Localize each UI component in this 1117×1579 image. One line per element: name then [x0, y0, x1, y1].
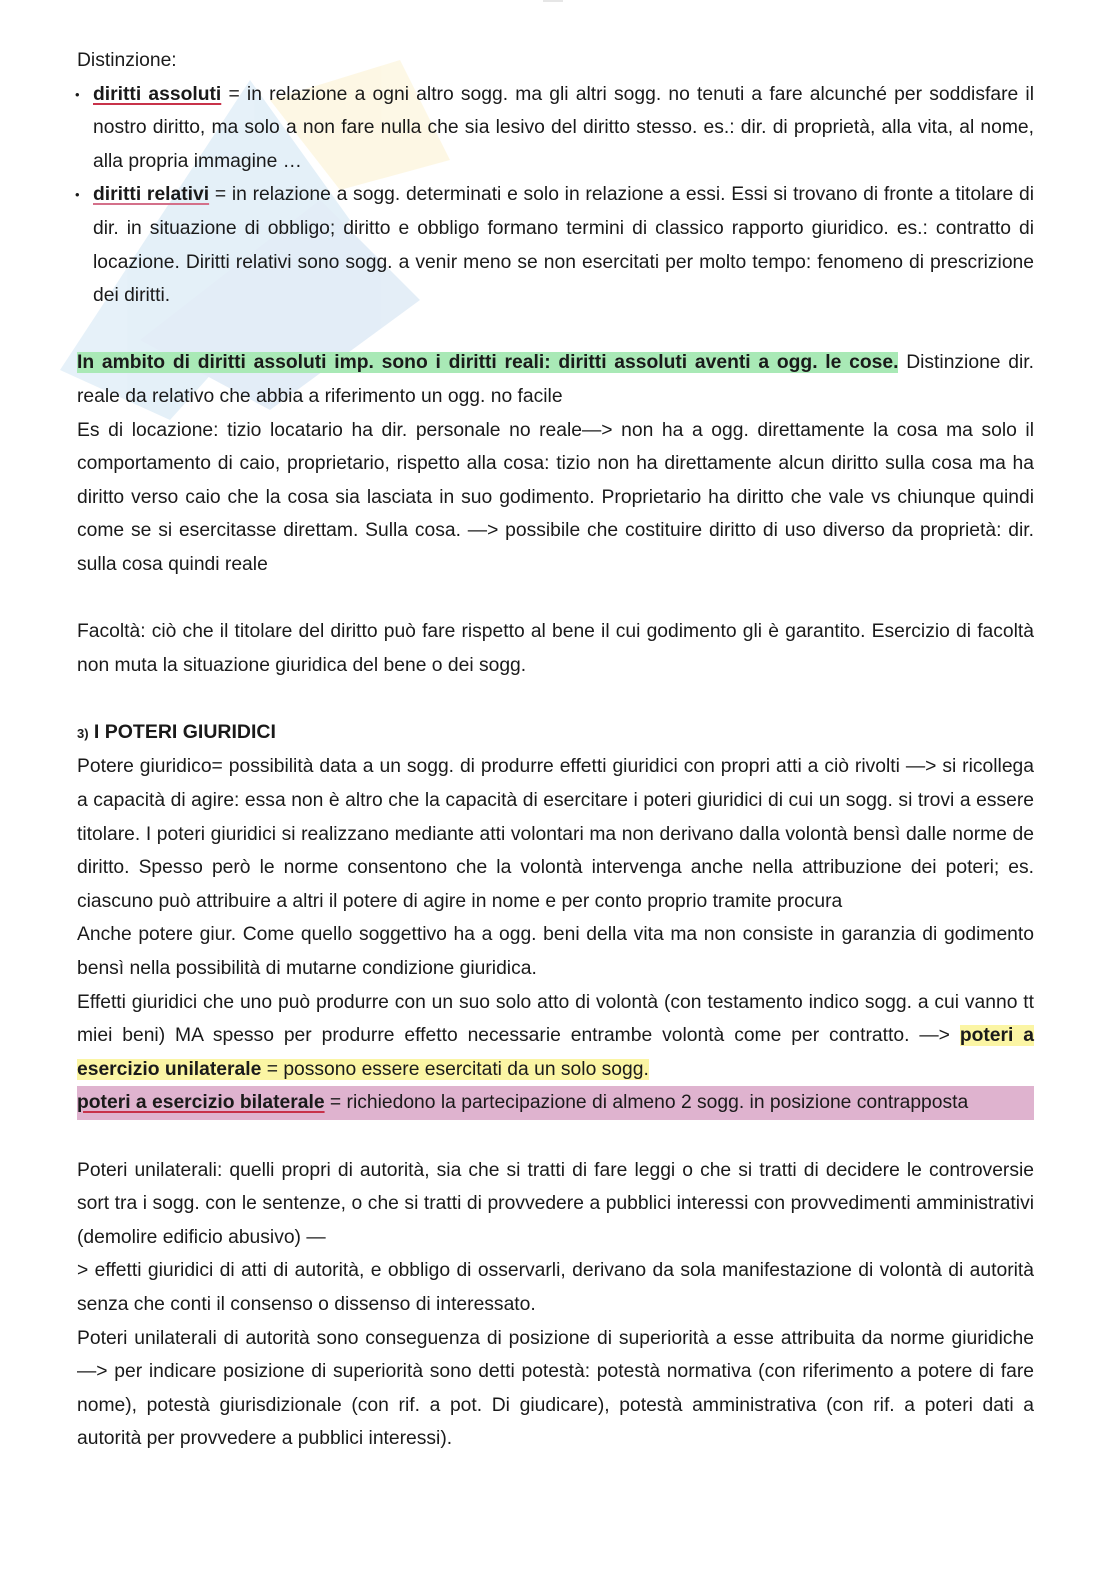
bilaterale-paragraph — [77, 1086, 1034, 1120]
list-item — [77, 78, 1034, 179]
document-page — [77, 44, 1034, 1456]
facolta-paragraph: Facoltà: ciò che il titolare del diritto può fare rispetto al bene il cui godimento gli è garantito. Esercizio di facoltà non muta la situazione giuridica del bene o dei sogg. — [77, 621, 1034, 676]
list-item-text: = in relazione a sogg. determinati e solo in relazione a essi. Essi si trovano di fronte a titolare di dir. in situazione di obbligo; diritto e obbligo formano termini di classico rapporto giuridico. es.: contratto di locazione. Diritti relativi sono sogg. a venir meno se non esercitati per molto tempo: fenomeno di prescrizione dei diritti. — [93, 184, 1035, 307]
section-number: 3) — [77, 725, 89, 741]
header-mark — [543, 0, 563, 2]
unilaterali-paragraph-3: Poteri unilaterali di autorità sono conseguenza di posizione di superiorità a esse attribuita da norme giuridiche —> per indicare posizione di superiorità sono detti potestà: potestà normativa (con riferimento a potere di fare nome), potestà giurisdizionale (con rif. a pot. Di giudicare), potestà amministrativa (con rif. a poteri dati a autorità per provvedere a pubblici interessi). — [77, 1327, 1034, 1450]
term-diritti-assoluti: diritti assoluti — [93, 83, 222, 105]
section-heading — [77, 716, 1034, 751]
term-diritti-relativi: diritti relativi — [93, 184, 210, 206]
bilaterale-definition: = richiedono la partecipazione di almeno 2 sogg. in posizione contrapposta — [324, 1092, 969, 1114]
diritti-reali-paragraph — [77, 346, 1034, 413]
diritti-reali-text: Distinzione dir. reale da relativo che abbia a riferimento un ogg. no facile — [77, 352, 1034, 407]
unilaterali-paragraph-1: Poteri unilaterali: quelli propri di autorità, sia che si tratti di fare leggi o che si tratti di decidere le controversie sort tra i sogg. con le sentenze, o che si tratti di provvedere a pubblici interessi con provvedimenti amministrativi (demolire edificio abusivo) — — [77, 1159, 1034, 1248]
unilaterali-paragraph-2: > effetti giuridici di atti di autorità, e obbligo di osservarli, derivano da sola manifestazione di volontà di autorità senza che conti il consenso o dissenso di interessato. — [77, 1260, 1034, 1315]
list-item-text: = in relazione a ogni altro sogg. ma gli altri sogg. no tenuti a fare alcunché per soddisfare il nostro diritto, ma solo a non fare nulla che sia lesivo del diritto stesso. es.: dir. di proprietà, alla vita, al nome, alla propria immagine … — [93, 83, 1034, 172]
term-unilaterale: poteri a esercizio unilaterale — [77, 1025, 1035, 1080]
locazione-example: Es di locazione: tizio locatario ha dir. personale no reale—> non ha a ogg. direttamente la cosa ma solo il comportamento di caio, proprietario, rispetto alla cosa: tizio non ha direttamente alcun diritto sulla cosa ma ha diritto verso caio che la cosa sia lasciata in suo godimento. Proprietario ha diritto che vale vs chiunque quindi come se si esercitasse direttam. Sulla cosa. —> possibile che costituire diritto di uso diverso da proprietà: dir. sulla cosa quindi reale — [77, 419, 1034, 575]
section-title: I POTERI GIURIDICI — [93, 720, 276, 743]
diritti-reali-highlight: In ambito di diritti assoluti imp. sono i diritti reali: diritti assoluti aventi a ogg. le cose. — [77, 352, 899, 374]
poteri-paragraph-1: Potere giuridico= possibilità data a un sogg. di produrre effetti giuridici con propri atti a ciò rivolti —> si ricollega a capacità di agire: essa non è altro che la capacità di esercitare i poteri giuridici di cui un sogg. si trovi a essere titolare. I poteri giuridici si realizzano mediante atti volontari ma non derivano dalla volontà bensì dalle norme de diritto. Spesso però le norme consentono che la volontà intervenga anche nella attribuzione dei poteri; es. ciascuno può attribuire a altri il potere di agire in nome e per conto proprio tramite procura — [77, 756, 1034, 912]
poteri-paragraph-3 — [77, 986, 1034, 1087]
unilaterale-definition: = possono essere esercitati da un solo sogg. — [261, 1058, 649, 1080]
poteri-paragraph-3-text: Effetti giuridici che uno può produrre con un suo solo atto di volontà (con testamento indico sogg. a cui vanno tt miei beni) MA spesso per produrre effetto necessarie entrambe volontà come per contratto. —> — [77, 991, 1034, 1047]
intro-label: Distinzione: — [77, 50, 177, 71]
list-item — [77, 178, 1034, 312]
poteri-paragraph-2: Anche potere giur. Come quello soggettivo ha a ogg. beni della vita ma non consiste in garanzia di godimento bensì nella possibilità di mutarne condizione giuridica. — [77, 924, 1034, 980]
rights-list — [77, 78, 1034, 313]
term-bilaterale: poteri a esercizio bilaterale — [77, 1092, 325, 1114]
